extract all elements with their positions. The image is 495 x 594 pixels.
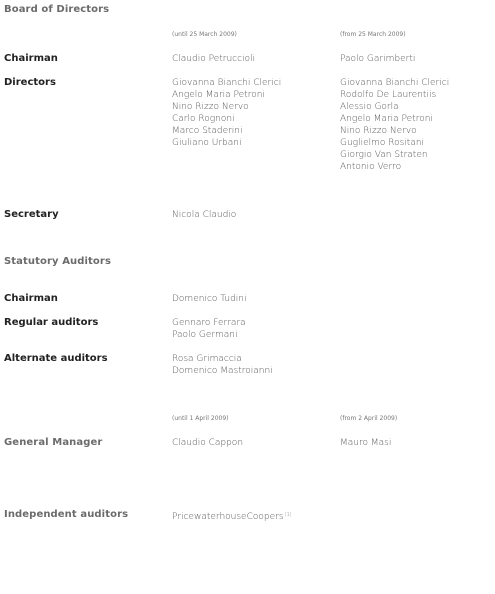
auditor-name: Gennaro Ferrara	[172, 318, 246, 328]
director-name: Nino Rizzo Nervo	[340, 126, 417, 136]
board-period-before: (until 25 March 2009)	[172, 31, 237, 38]
director-name: Antonio Verro	[340, 162, 402, 172]
board-chairman-after: Paolo Garimberti	[340, 54, 416, 64]
secretary-label: Secretary	[4, 209, 59, 220]
auditor-name: Domenico Mastroianni	[172, 366, 273, 376]
directors-before-list	[172, 77, 281, 149]
director-name: Giovanna Bianchi Clerici	[340, 78, 450, 88]
directors-after-list	[340, 77, 449, 173]
auditors-chairman-label: Chairman	[4, 293, 58, 304]
gm-after-name: Mauro Masi	[340, 438, 392, 448]
gm-period-after: (from 2 April 2009)	[340, 415, 398, 422]
board-chairman-label: Chairman	[4, 53, 58, 64]
directors-label: Directors	[4, 77, 56, 88]
regular-auditors-list	[172, 317, 246, 341]
board-period-after: (from 25 March 2009)	[340, 31, 406, 38]
director-name: Angelo Maria Petroni	[172, 90, 265, 100]
independent-auditors-name: PricewaterhouseCoopers	[172, 512, 284, 522]
director-name: Giorgio Van Straten	[340, 150, 428, 160]
gm-period-before: (until 1 April 2009)	[172, 415, 229, 422]
gm-label: General Manager	[4, 437, 103, 448]
auditor-name: Paolo Germani	[172, 330, 238, 340]
auditors-title: Statutory Auditors	[4, 256, 111, 267]
independent-auditors-label: Independent auditors	[4, 509, 129, 520]
director-name: Carlo Rognoni	[172, 114, 235, 124]
director-name: Alessio Gorla	[340, 102, 399, 112]
board-chairman-before: Claudio Petruccioli	[172, 54, 256, 64]
auditor-name: Rosa Grimaccia	[172, 354, 242, 364]
auditors-chairman-name: Domenico Tudini	[172, 294, 247, 304]
alternate-auditors-label: Alternate auditors	[4, 353, 108, 364]
director-name: Rodolfo De Laurentiis	[340, 90, 437, 100]
independent-auditors-value	[172, 509, 292, 523]
director-name: Guglielmo Rositani	[340, 138, 425, 148]
board-title: Board of Directors	[4, 4, 110, 15]
director-name: Giuliano Urbani	[172, 138, 242, 148]
footnote-marker: (1)	[284, 512, 292, 518]
director-name: Giovanna Bianchi Clerici	[172, 78, 282, 88]
regular-auditors-label: Regular auditors	[4, 317, 99, 328]
secretary-name: Nicola Claudio	[172, 210, 237, 220]
gm-before-name: Claudio Cappon	[172, 438, 244, 448]
alternate-auditors-list	[172, 353, 273, 377]
director-name: Marco Staderini	[172, 126, 243, 136]
director-name: Angelo Maria Petroni	[340, 114, 433, 124]
director-name: Nino Rizzo Nervo	[172, 102, 249, 112]
